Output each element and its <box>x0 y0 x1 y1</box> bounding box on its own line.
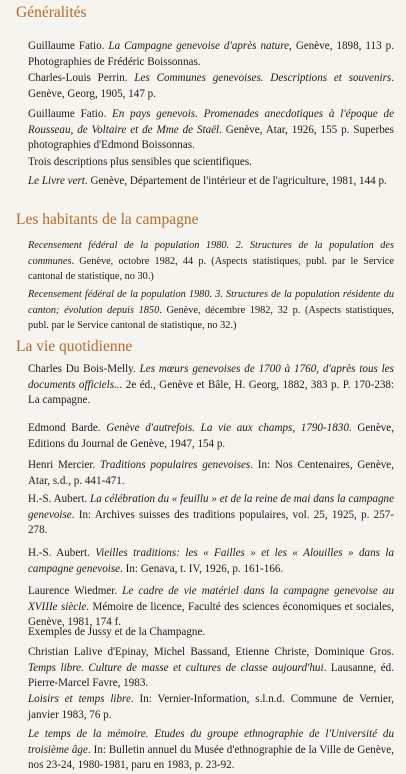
entry-title: Recensement fédéral de la population 1980. 2. Structures de la population des communes <box>28 240 394 267</box>
entry-text: Christian Lalive d'Epinay, Michel Bassand, Etienne Christe, Dominique Gros. <box>28 646 394 658</box>
entry-text: . Genève, Editions du Journal de Genève, 1947, 154 p. <box>28 422 395 450</box>
entry <box>28 155 394 171</box>
entry-text: . Genève, Département de l'intérieur et de l'agriculture, 1981, 144 p. <box>84 175 387 187</box>
entry-text: . In: Nos Centenaires, Genève, Atar, s.d., p. 441-471. <box>28 459 394 487</box>
entry <box>28 107 394 154</box>
entry-text: . Genève, décembre 1982, 32 p. (Aspects statistiques, publ. par le Service cantonal de statistique, no 32.) <box>28 304 394 332</box>
entry-text: 2e éd., Genève et Bâle, H. Georg, 1882, 383 p. P. 170-238: La campagne. <box>28 378 394 407</box>
entry <box>28 692 394 723</box>
entry-title: Genève d'autrefois. La vie aux champs, 1790-1830 <box>106 422 349 434</box>
section-title-habitants: Les habitants de la campagne <box>16 211 199 228</box>
entry-text: Henri Mercier. <box>28 459 101 471</box>
entry-text: H.-S. Aubert. <box>28 547 96 559</box>
entry-text: Trois descriptions plus sensibles que scientifiques. <box>28 156 252 168</box>
section-title-vie-quotidienne: La vie quotidienne <box>16 338 133 355</box>
section-title-generalites: Généralités <box>16 4 87 21</box>
entry-title: En pays genevois. Promenades anecdotiques à l'époque de Rousseau, de Voltaire et de Mme de Staël <box>28 108 394 136</box>
entry-text: . Genève, Atar, 1926, 155 p. Superbes photographies d'Edmond Boissonnas. <box>28 123 394 152</box>
entry-text: Charles-Louis Perrin. <box>28 72 135 84</box>
entry <box>28 458 394 489</box>
entry <box>28 362 394 409</box>
entry-text: Exemples de Jussy et de la Champagne. <box>28 626 206 638</box>
entry-title: Traditions populaires genevoises <box>100 459 251 471</box>
entry-text: Laurence Wiedmer. <box>28 585 123 597</box>
entry-text: . Mémoire de licence, Faculté des sciences économiques et sociales, Genève, 1981, 174 f. <box>28 600 394 629</box>
entry <box>28 584 394 631</box>
entry <box>28 174 394 190</box>
entry-text: . Lausanne, éd. Pierre-Marcel Favre, 1983. <box>28 661 394 690</box>
entry-title: Vieilles traditions: les « Failles » et les « Alouilles » dans la campagne genevoise <box>28 547 394 575</box>
entry <box>28 421 394 452</box>
entry-title: Le cadre de vie matériel dans la campagne genevoise au XVIIIe siècle <box>28 585 394 613</box>
entry <box>28 625 394 641</box>
entry-text: . In: Bulletin annuel du Musée d'ethnographie de la Ville de Genève, nos 23-24, 1980-1981, paru en 1983, p. 23-92. <box>28 743 394 772</box>
entry-title: La Campagne genevoise d'après nature <box>108 40 290 52</box>
entry-text: . In: Genava, t. IV, 1926, p. 161-166. <box>120 562 284 575</box>
entry <box>28 492 394 539</box>
entry <box>28 71 394 102</box>
entry-title: Loisirs et temps libre <box>28 693 131 705</box>
entry-title: Les Communes genevoises. Descriptions et souvenirs <box>134 72 392 84</box>
entry-text: , Genève, 1898, 113 p. Photographies de Frédéric Boissonnas. <box>28 40 394 68</box>
entry-text: Guillaume Fatio. <box>28 40 109 52</box>
entry-title: Temps libre. Culture de masse et cultures de classe aujourd'hui <box>28 661 324 674</box>
entry-text: . In: Vernier-Information, s.l.n.d. Commune de Vernier, janvier 1983, 76 p. <box>28 693 394 721</box>
entry-text: Guillaume Fatio. <box>28 108 113 120</box>
entry-text: Edmond Barde. <box>28 422 107 434</box>
entry <box>28 727 394 774</box>
entry <box>28 238 394 285</box>
entry <box>28 546 394 577</box>
entry-text: H.-S. Aubert. <box>28 493 91 505</box>
entry-text: . In: Archives suisses des traditions populaires, vol. 25, 1925, p. 257-278. <box>28 508 394 537</box>
entry <box>28 645 394 692</box>
entry-title: Le temps de la mémoire. Etudes du groupe ethnographie de l'Université du troisième âge <box>28 728 394 756</box>
entry <box>28 39 394 70</box>
entry-title: Les mœurs genevoises de 1700 à 1760, d'après tous les documents officiels... <box>28 363 394 391</box>
entry-title: Le Livre vert <box>28 175 85 187</box>
entry-title: La célébration du « feuillu » et de la reine de mai dans la campagne genevoise <box>28 493 395 521</box>
entry <box>28 287 394 334</box>
entry-text: . Genève, Georg, 1905, 147 p. <box>28 72 394 100</box>
entry-text: . Genève, octobre 1982, 44 p. (Aspects statistiques, publ. par le Service cantonal de statistique, no 30.) <box>28 255 394 283</box>
entry-text: Charles Du Bois-Melly. <box>28 363 140 375</box>
entry-title: Recensement fédéral de la population 1980. 3. Structures de la population résidente du canton; évolution depuis 1850 <box>28 289 394 316</box>
